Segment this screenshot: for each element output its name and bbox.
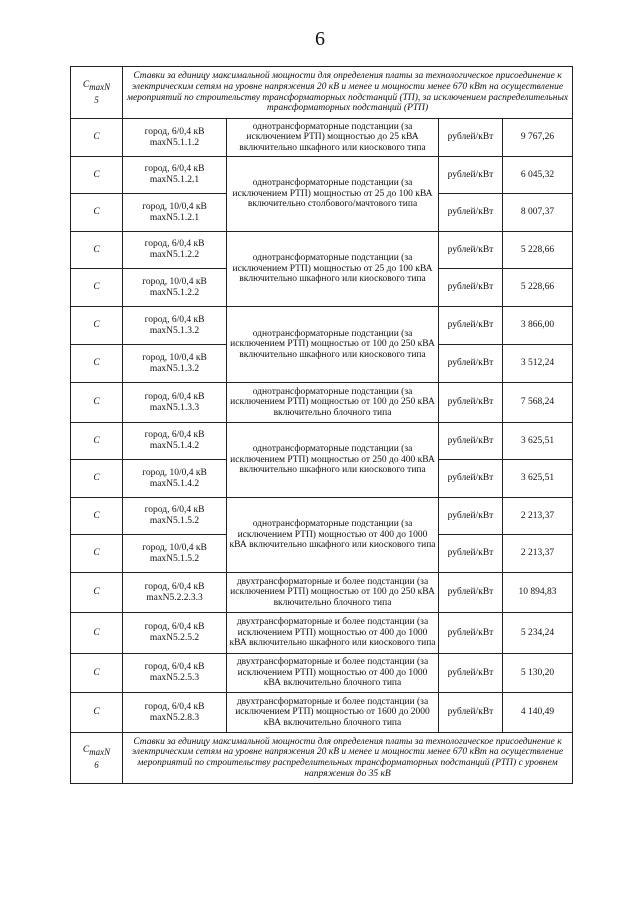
section-symbol-subscript: maxN (89, 747, 111, 758)
row-unit: рублей/кВт (439, 269, 503, 307)
row-unit: рублей/кВт (439, 383, 503, 423)
row-unit: рублей/кВт (439, 693, 503, 733)
section-title: Ставки за единицу максимальной мощности для определения платы за технологическое присоединение к электрическим сетям на уровне напряжения 20 кВ и менее и мощности менее 670 кВт на осуществление мероприятий по строительству трансформаторных подстанций (ТП), за исключением распределительных трансформаторных подстанций (РТП) (123, 67, 573, 119)
row-code: город, 6/0,4 кВ maxN5.1.4.2 (123, 423, 227, 460)
table-row (71, 232, 573, 269)
row-code: город, 6/0,4 кВ maxN5.2.5.3 (123, 654, 227, 693)
table-row (71, 119, 573, 157)
row-symbol: С (71, 573, 123, 613)
row-value: 3 625,51 (503, 460, 573, 498)
row-description: однотрансформаторные подстанции (за исключением РТП) мощностью от 100 до 250 кВА включительно шкафного или киоскового типа (227, 307, 439, 383)
table-row (71, 654, 573, 693)
section-symbol-subscript: maxN (89, 81, 111, 92)
row-code: город, 6/0,4 кВ maxN5.1.2.2 (123, 232, 227, 269)
row-code: город, 6/0,4 кВ maxN5.2.8.3 (123, 693, 227, 733)
row-unit: рублей/кВт (439, 613, 503, 654)
table-row (71, 157, 573, 194)
section-symbol-cell (71, 733, 123, 784)
row-unit: рублей/кВт (439, 535, 503, 573)
row-value: 2 213,37 (503, 535, 573, 573)
row-value: 3 866,00 (503, 307, 573, 345)
row-symbol: С (71, 307, 123, 345)
row-value: 5 228,66 (503, 269, 573, 307)
row-code: город, 10/0,4 кВ maxN5.1.5.2 (123, 535, 227, 573)
row-description: однотрансформаторные подстанции (за исключением РТП) мощностью до 25 кВА включительно шкафного или киоскового типа (227, 119, 439, 157)
table-row (71, 307, 573, 345)
row-description: двухтрансформаторные и более подстанции (за исключением РТП) мощностью от 1600 до 2000 кВА включительно блочного типа (227, 693, 439, 733)
row-symbol: С (71, 345, 123, 383)
row-code: город, 10/0,4 кВ maxN5.1.3.2 (123, 345, 227, 383)
row-symbol: С (71, 460, 123, 498)
row-symbol: С (71, 194, 123, 232)
section-title: Ставки за единицу максимальной мощности для определения платы за технологическое присоединение к электрическим сетям на уровне напряжения 20 кВ и менее и мощности менее 670 кВт на осуществление мероприятий по строительству распределительных трансформаторных подстанций (РТП) с уровнем напряжения до 35 кВ (123, 733, 573, 784)
table-row (71, 423, 573, 460)
section-header-5 (71, 67, 573, 119)
row-code: город, 10/0,4 кВ maxN5.1.2.1 (123, 194, 227, 232)
row-code: город, 6/0,4 кВ maxN5.1.3.2 (123, 307, 227, 345)
page-number: 6 (315, 28, 325, 50)
row-symbol: С (71, 119, 123, 157)
row-value: 8 007,37 (503, 194, 573, 232)
row-code: город, 6/0,4 кВ maxN5.2.2.3.3 (123, 573, 227, 613)
row-unit: рублей/кВт (439, 345, 503, 383)
row-unit: рублей/кВт (439, 573, 503, 613)
row-value: 5 234,24 (503, 613, 573, 654)
row-description: однотрансформаторные подстанции (за исключением РТП) мощностью от 25 до 100 кВА включительно столбового/мачтового типа (227, 157, 439, 232)
row-value: 2 213,37 (503, 498, 573, 535)
row-symbol: С (71, 157, 123, 194)
row-value: 4 140,49 (503, 693, 573, 733)
row-symbol: С (71, 498, 123, 535)
row-unit: рублей/кВт (439, 498, 503, 535)
row-value: 7 568,24 (503, 383, 573, 423)
row-symbol: С (71, 423, 123, 460)
row-unit: рублей/кВт (439, 157, 503, 194)
row-description: однотрансформаторные подстанции (за исключением РТП) мощностью от 250 до 400 кВА включительно шкафного или киоскового типа (227, 423, 439, 498)
row-symbol: С (71, 654, 123, 693)
row-symbol: С (71, 613, 123, 654)
row-unit: рублей/кВт (439, 460, 503, 498)
row-unit: рублей/кВт (439, 232, 503, 269)
row-value: 10 894,83 (503, 573, 573, 613)
row-value: 5 130,20 (503, 654, 573, 693)
row-value: 5 228,66 (503, 232, 573, 269)
row-code: город, 10/0,4 кВ maxN5.1.4.2 (123, 460, 227, 498)
row-code: город, 6/0,4 кВ maxN5.1.5.2 (123, 498, 227, 535)
row-unit: рублей/кВт (439, 119, 503, 157)
row-value: 3 625,51 (503, 423, 573, 460)
row-unit: рублей/кВт (439, 654, 503, 693)
row-symbol: С (71, 693, 123, 733)
row-description: однотрансформаторные подстанции (за исключением РТП) мощностью от 100 до 250 кВА включительно блочного типа (227, 383, 439, 423)
row-description: двухтрансформаторные и более подстанции (за исключением РТП) мощностью от 400 до 1000 кВА включительно шкафного или киоскового типа (227, 613, 439, 654)
table-row (71, 573, 573, 613)
row-unit: рублей/кВт (439, 194, 503, 232)
section-symbol: C (82, 79, 90, 90)
section-header-6 (71, 733, 573, 784)
section-number: 6 (94, 760, 99, 771)
row-code: город, 10/0,4 кВ maxN5.1.2.2 (123, 269, 227, 307)
row-code: город, 6/0,4 кВ maxN5.1.3.3 (123, 383, 227, 423)
row-value: 6 045,32 (503, 157, 573, 194)
section-number: 5 (94, 94, 99, 105)
row-symbol: С (71, 232, 123, 269)
tariff-table (70, 66, 573, 784)
row-code: город, 6/0,4 кВ maxN5.1.2.1 (123, 157, 227, 194)
row-description: однотрансформаторные подстанции (за исключением РТП) мощностью от 25 до 100 кВА включительно шкафного или киоскового типа (227, 232, 439, 307)
row-description: однотрансформаторные подстанции (за исключением РТП) мощностью от 400 до 1000 кВА включительно шкафного или киоскового типа (227, 498, 439, 573)
row-unit: рублей/кВт (439, 307, 503, 345)
row-symbol: С (71, 269, 123, 307)
table-row (71, 498, 573, 535)
table-row (71, 613, 573, 654)
section-symbol: C (82, 745, 90, 756)
section-symbol-cell (71, 67, 123, 119)
table-row (71, 383, 573, 423)
row-symbol: С (71, 535, 123, 573)
table-row (71, 693, 573, 733)
row-code: город, 6/0,4 кВ maxN5.2.5.2 (123, 613, 227, 654)
row-description: двухтрансформаторные и более подстанции (за исключением РТП) мощностью от 400 до 1000 кВА включительно блочного типа (227, 654, 439, 693)
row-value: 9 767,26 (503, 119, 573, 157)
row-code: город, 6/0,4 кВ maxN5.1.1.2 (123, 119, 227, 157)
row-unit: рублей/кВт (439, 423, 503, 460)
row-value: 3 512,24 (503, 345, 573, 383)
row-description: двухтрансформаторные и более подстанции (за исключением РТП) мощностью от 100 до 250 кВА включительно блочного типа (227, 573, 439, 613)
row-symbol: С (71, 383, 123, 423)
